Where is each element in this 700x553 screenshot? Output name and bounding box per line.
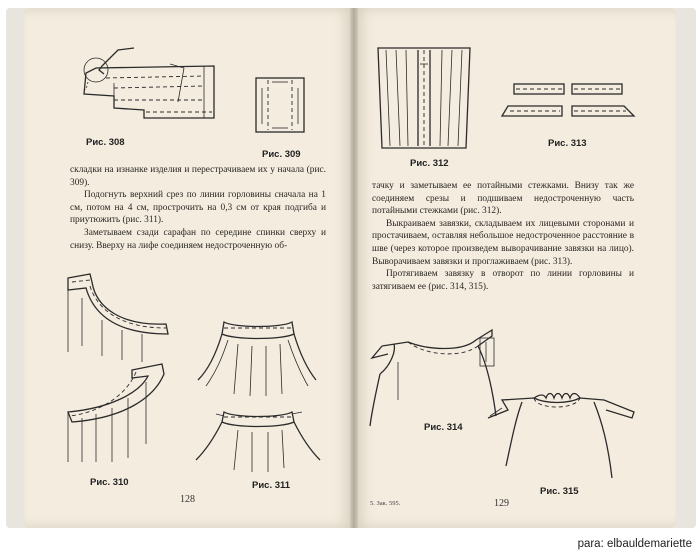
figure-309 [252,76,308,138]
caption-fig-312: Рис. 312 [410,158,449,169]
paragraph: Подогнуть верхний срез по линии горловины сначала на 1 см, потом на 4 см, прострочить на 0,3 см от края подгиба и приутюжить (рис. 311). [70,190,326,226]
caption-fig-314: Рис. 314 [424,422,463,433]
figure-308 [74,38,224,138]
figure-310 [62,268,182,468]
caption-fig-308: Рис. 308 [86,137,125,148]
page-number-right: 129 [494,498,509,509]
figure-313 [500,80,640,124]
paragraph: Выкраиваем завязки, складываем их лицевыми сторонами и простачиваем, оставляя небольшое недостроченное расстояние в шве (через которое произведем выворачивание завязки на лицо). Выворачиваем завязки и проглаживаем (рис. 313). [372,218,634,267]
caption-fig-315: Рис. 315 [540,486,579,497]
paragraph: Протягиваем завязку в отворот по линии горловины и затягиваем ее (рис. 314, 315). [372,269,634,292]
figure-311 [194,314,322,478]
caption-fig-311: Рис. 311 [252,480,291,491]
paragraph: Заметываем сзади сарафан по середине спинки сверху и снизу. Вверху на лифе соединяем недостроченную об- [70,227,326,251]
caption-fig-309: Рис. 309 [262,149,301,160]
paragraph: складки на изнанке изделия и перестрачиваем их у начала (рис. 309). [70,165,326,188]
right-page-text [372,180,634,293]
caption-fig-310: Рис. 310 [90,477,129,488]
page-number-left: 128 [180,494,195,505]
page-signature: 5. Зак. 595. [370,500,401,507]
figure-315 [482,388,642,488]
book-gutter [350,8,358,528]
paragraph: тачку и заметываем ее потайными стежками. Внизу так же соединяем срезы и подшиваем недостроченную часть потайными стежками (рис. 312). [372,181,634,217]
figure-312 [374,44,474,156]
left-page-text [70,164,326,252]
watermark: para: elbauldemariette [577,538,692,550]
caption-fig-313: Рис. 313 [548,138,587,149]
